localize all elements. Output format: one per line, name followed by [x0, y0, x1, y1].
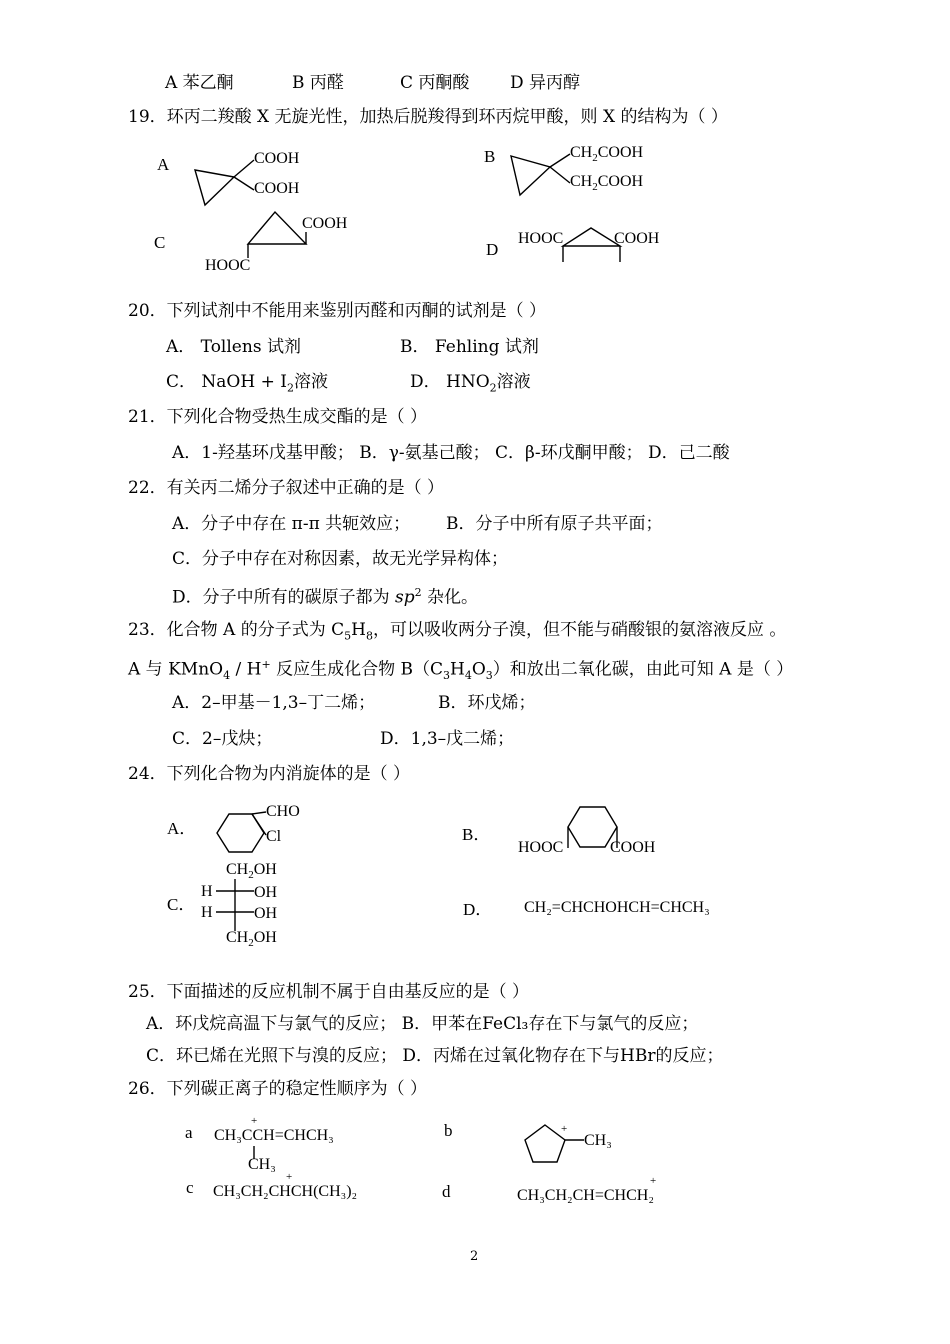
- q24a-cho: CHO: [266, 803, 300, 820]
- q24a-bond-cho: [252, 812, 266, 814]
- q18-option-a: A 苯乙酮: [165, 73, 234, 93]
- q24-label-c: C．: [167, 895, 196, 914]
- q20-option-c: C． NaOH + $I_2$溶液: [166, 372, 328, 395]
- q18-option-b: B 丙醛: [292, 73, 344, 93]
- q26a-plus: +: [251, 1115, 258, 1127]
- page-number: 2: [470, 1249, 479, 1264]
- q19d-cyclopropane-ring: [563, 228, 620, 246]
- q18-option-d: D 异丙醇: [510, 73, 581, 93]
- q24c-ch2oh-top: $CH_2OH$: [226, 861, 277, 882]
- q26d-plus: +: [650, 1175, 657, 1187]
- q25-stem: 25．下面描述的反应机制不属于自由基反应的是（ ）: [128, 982, 530, 1002]
- q26c-formula: CH₃CH₂CHCH(CH₃)₂: [213, 1183, 358, 1200]
- q24d-formula: CH₂=CHCHOHCH=CHCH₃: [524, 899, 710, 916]
- q26-label-d: d: [442, 1182, 451, 1201]
- q26b-cyclopentane-ring: [525, 1123, 568, 1162]
- q26d-formula: CH₃CH₂CH=CHCH₂: [517, 1187, 654, 1204]
- q19d-hooc: HOOC: [518, 230, 564, 247]
- q24b-cooh: COOH: [610, 839, 656, 856]
- q24c-ch2oh-bottom: $CH_2OH$: [226, 929, 277, 950]
- q19-label-c: C: [154, 233, 166, 252]
- q23-stem-line2: A 与 KMnO$_4$ / H+ 反应生成化合物 $B(C_3H_4O_3)$和放出二氧化碳，由此可知 A 是（ ）: [128, 658, 794, 683]
- q19c-hooc: HOOC: [205, 257, 251, 274]
- q19a-cooh-bottom: COOH: [254, 180, 300, 197]
- q19b-ch2cooh-top: $CH_2COOH$: [570, 144, 644, 165]
- q26-label-a: a: [185, 1123, 193, 1142]
- q23-option-a: A．2–甲基－1,3–丁二烯；: [172, 693, 376, 713]
- q18-option-c: C 丙酮酸: [400, 73, 470, 93]
- q19b-ch2cooh-bottom: $CH_2COOH$: [570, 173, 644, 194]
- q19c-cooh: COOH: [302, 215, 348, 232]
- q24c-h-2: H: [201, 904, 213, 921]
- q19b-cyclopropane-ring: [511, 156, 550, 195]
- q23-option-b: B．环戊烯；: [438, 693, 536, 713]
- q19-label-d: D: [486, 240, 499, 259]
- q23-option-d: D．1,3–戊二烯；: [380, 729, 515, 749]
- q26b-plus: +: [561, 1123, 568, 1135]
- q23-option-c: C．2–戊炔；: [172, 729, 273, 749]
- q26c-plus: +: [286, 1171, 293, 1183]
- q24c-oh-1: OH: [254, 884, 278, 901]
- q26-label-b: b: [444, 1121, 453, 1140]
- q19a-bond-top: [234, 160, 254, 177]
- q22-option-b: B．分子中所有原子共平面；: [446, 514, 663, 534]
- q22-stem: 22．有关丙二烯分子叙述中正确的是（ ）: [128, 478, 445, 498]
- q24-label-b: B．: [462, 825, 491, 844]
- q19a-cooh-top: COOH: [254, 150, 300, 167]
- q20-option-b: B． Fehling 试剂: [400, 337, 539, 357]
- q23-stem: 23．化合物 A 的分子式为 $C_5H_8$，可以吸收两分子溴，但不能与硝酸银的氨溶液反应 。: [128, 620, 787, 643]
- q26b-methyl: CH₃: [584, 1132, 612, 1149]
- q19b-bond-bottom: [550, 167, 570, 183]
- q19d-cooh: COOH: [614, 230, 660, 247]
- q24c-oh-2: OH: [254, 905, 278, 922]
- q20-stem: 20．下列试剂中不能用来鉴别丙醛和丙酮的试剂是（ ）: [128, 301, 547, 321]
- q20-option-a: A． Tollens 试剂: [166, 337, 301, 357]
- q24a-cyclohexane-ring: [217, 814, 264, 852]
- q24a-bond-cl: [252, 814, 266, 835]
- q21-stem: 21．下列化合物受热生成交酯的是（ ）: [128, 407, 428, 427]
- q24-stem: 24．下列化合物为内消旋体的是（ ）: [128, 764, 411, 784]
- q24a-cl: Cl: [266, 828, 282, 845]
- q20-option-d: D． $HNO_2$溶液: [410, 372, 531, 395]
- q19-label-a: A: [157, 155, 170, 174]
- q25-options-line1: A．环戊烷高温下与氯气的反应； B．甲苯在FeCl₃存在下与氯气的反应；: [146, 1014, 699, 1034]
- q22-option-a: A．分子中存在 π-π 共轭效应；: [172, 514, 411, 534]
- q21-options: A．1-羟基环戊基甲酸； B．γ-氨基己酸； C．β-环戊酮甲酸； D．己二酸: [172, 443, 730, 463]
- q24b-hooc: HOOC: [518, 839, 564, 856]
- q22-option-c: C．分子中存在对称因素，故无光学异构体；: [172, 549, 509, 569]
- q26a-branch: CH₃: [248, 1156, 276, 1173]
- q24b-cyclohexane-ring: [568, 807, 617, 847]
- q24-label-d: D．: [463, 900, 493, 919]
- q25-options-line2: C．环已烯在光照下与溴的反应； D．丙烯在过氧化物存在下与HBr的反应；: [146, 1046, 724, 1066]
- q22-option-d: D．分子中所有的碳原子都为 $sp^2$ 杂化。: [172, 586, 479, 608]
- q26-stem: 26．下列碳正离子的稳定性顺序为（ ）: [128, 1079, 428, 1099]
- q19a-bond-bottom: [234, 177, 254, 190]
- q19-stem: 19．环丙二羧酸 X 无旋光性，加热后脱羧得到环丙烷甲酸，则 X 的结构为（ ）: [128, 107, 728, 127]
- q19a-cyclopropane-ring: [195, 170, 234, 205]
- q24-label-a: A．: [167, 819, 197, 838]
- q19c-cyclopropane-ring: [248, 212, 306, 244]
- q24c-h-1: H: [201, 883, 213, 900]
- q19-label-b: B: [484, 147, 496, 166]
- q19b-bond-top: [550, 154, 570, 167]
- q26a-formula: CH₃CCH=CHCH₃: [214, 1127, 334, 1144]
- q26-label-c: c: [186, 1178, 194, 1197]
